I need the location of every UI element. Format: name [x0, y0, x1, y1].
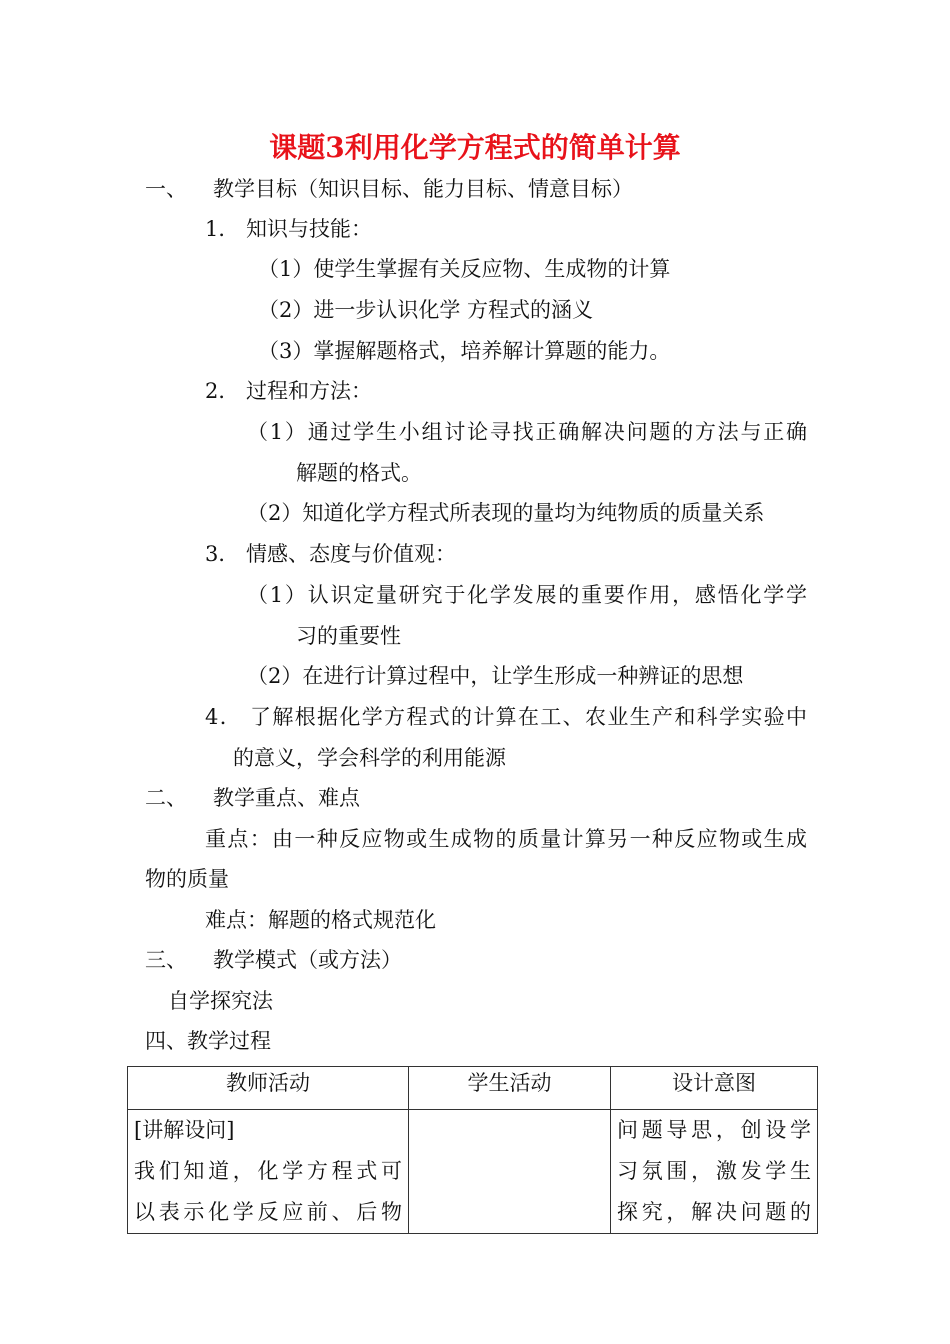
design-intent-cell: [611, 1110, 818, 1234]
list-item: （2）知道化学方程式所表现的量均为纯物质的质量关系: [247, 501, 765, 525]
table-header-row: [128, 1067, 818, 1110]
cell-text: [讲解设问]: [134, 1118, 235, 1142]
list-item: （3）掌握解题格式，培养解计算题的能力。: [258, 339, 671, 363]
difficulty-text: 难点：解题的格式规范化: [205, 908, 436, 932]
section-4-heading: 四、教学过程: [145, 1029, 271, 1053]
section-3-number: 三、: [145, 948, 187, 972]
cell-text: 我们知道，化学方程式可: [134, 1159, 402, 1183]
cell-text: 习氛围，激发学生: [617, 1159, 811, 1183]
section-2-number: 二、: [145, 786, 187, 810]
subsection-1-4: 4． 了解根据化学方程式的计算在工、农业生产和科学实验中: [205, 705, 807, 729]
section-1-number: 一、: [145, 177, 187, 201]
cell-text: 问题导思，创设学: [617, 1118, 811, 1142]
column-header-intent: 设计意图: [611, 1067, 818, 1110]
subsection-1-2: 2． 过程和方法：: [205, 379, 373, 403]
cell-text: 以表示化学反应前、后物: [134, 1200, 402, 1224]
teacher-activity-cell: [128, 1110, 409, 1234]
subsection-1-1: 1． 知识与技能：: [205, 217, 373, 241]
list-item: （1）通过学生小组讨论寻找正确解决问题的方法与正确: [247, 420, 807, 444]
key-point-continuation: 物的质量: [145, 867, 229, 891]
list-item: （1）使学生掌握有关反应物、生成物的计算: [258, 257, 671, 281]
list-item-continuation: 解题的格式。: [296, 461, 422, 485]
section-1-heading: 教学目标（知识目标、能力目标、情意目标）: [213, 177, 633, 201]
section-3-body: 自学探究法: [168, 989, 273, 1013]
section-3-heading: 教学模式（或方法）: [213, 948, 402, 972]
subsection-1-4-continuation: 的意义，学会科学的利用能源: [233, 746, 506, 770]
student-activity-cell: [409, 1110, 611, 1234]
page-title: 课题3利用化学方程式的简单计算: [269, 131, 681, 164]
key-point-text: 重点：由一种反应物或生成物的质量计算另一种反应物或生成: [205, 827, 807, 851]
section-2-heading: 教学重点、难点: [213, 786, 360, 810]
column-header-teacher: 教师活动: [128, 1067, 409, 1110]
subsection-1-3: 3． 情感、态度与价值观：: [205, 542, 457, 566]
table-row: [128, 1110, 818, 1234]
list-item: （2）进一步认识化学 方程式的涵义: [258, 298, 594, 322]
list-item: （1）认识定量研究于化学发展的重要作用，感悟化学学: [247, 583, 807, 607]
list-item-continuation: 习的重要性: [296, 624, 401, 648]
list-item: （2）在进行计算过程中，让学生形成一种辨证的思想: [247, 664, 744, 688]
cell-text: 探究，解决问题的: [617, 1200, 811, 1224]
teaching-process-table: [127, 1066, 818, 1234]
column-header-student: 学生活动: [409, 1067, 611, 1110]
